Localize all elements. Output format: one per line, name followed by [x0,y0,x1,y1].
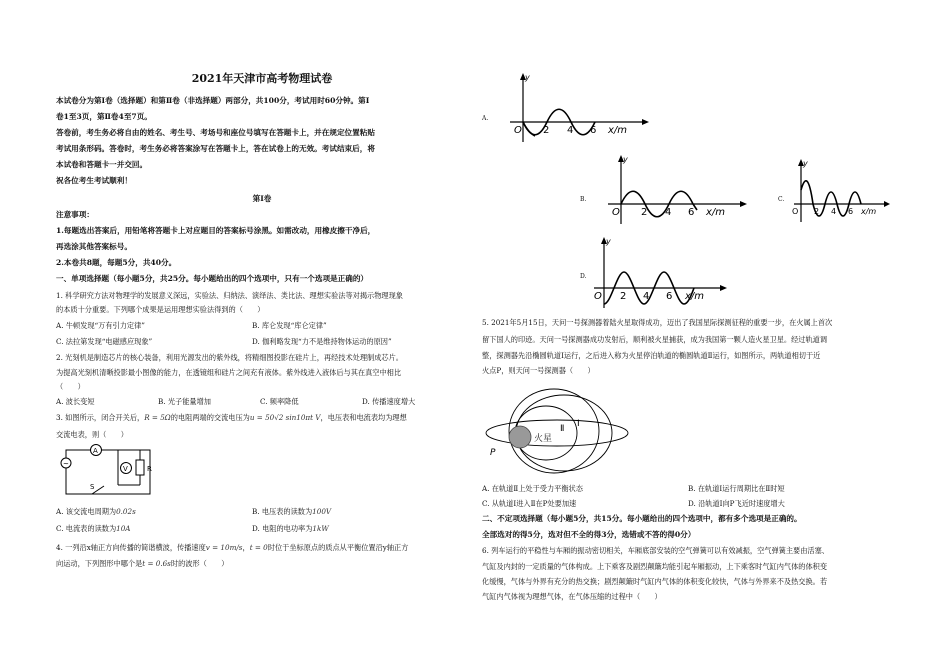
graph-b-label: B. [580,196,587,203]
section-heading: 第Ⅰ卷 [252,194,272,203]
q1-option-a: A. 牛顿发现“万有引力定律” [56,321,145,330]
graph-c-origin: O [792,207,799,216]
ac-source-label: ~ [63,460,69,468]
q4-stem-2-part-b: 时的波形（ ） [170,559,229,568]
graph-c-tick-2: 2 [814,207,820,216]
ammeter-label: A [93,447,98,455]
graph-b-y-label: y [623,155,628,164]
q3-option-b-formula: 100V [312,507,332,516]
graph-b-tick-6: 6 [688,207,695,218]
graph-b-x-label: x/m [706,207,726,218]
part1-heading: 一、单项选择题（每小题5分，共25分。每小题给出的四个选项中，只有一个选项是正确的） [56,274,369,283]
notice-line-1: 1.每题选出答案后，用铅笔将答题卡上对应题目的答案标号涂黑。如需改动，用橡皮擦干净后， [56,226,376,235]
graph-d-label: D. [580,273,587,280]
graph-d-x-arrow [720,285,727,291]
q3-option-a-formula: 0.02s [116,507,136,516]
q5-option-a: A. 在轨道Ⅱ上处于受力平衡状态 [482,484,583,493]
q3-option-d [252,524,329,534]
q5-option-b: B. 在轨道Ⅰ运行周期比在Ⅱ时短 [688,484,785,493]
graph-d-tick-2: 2 [620,291,627,302]
wave-graph-c [784,158,892,228]
q3-stem-part-b: 的电阻两端的交流电压为 [170,413,250,422]
q4-formula-speed: v = 10m/s [205,543,243,552]
q2-stem-3: （ ） [56,382,85,391]
graph-c-x-arrow [884,201,890,207]
resistor-symbol [136,460,144,475]
q2-stem-2: 为提高光刻机清晰投影最小图像的能力，在透镜组和硅片之间充有液体。紫外线进入液体后与其在真空中相比 [56,368,402,377]
q3-option-a [56,507,136,517]
graph-a-x-label: x/m [608,125,628,136]
graph-c-label: C. [778,196,785,203]
q1-stem-2: 的本质十分重要。下列哪个成果是运用理想实验法得到的（ ） [56,305,265,314]
q3-circuit-diagram [60,443,156,503]
switch-label: S [90,483,95,491]
graph-b-tick-2: 2 [641,207,648,218]
q5-stem-2: 留下国人的印迹。天问一号探测器成功发射后，顺利被火星捕获，成为我国第一颗人造火星卫星。经过轨道调 [482,335,828,344]
resistor-label: R [147,465,152,473]
q1-option-c: C. 法拉第发现“电磁感应现象” [56,337,153,346]
graph-d-y-label: y [606,237,611,246]
graph-d-x-label: x/m [685,291,705,302]
orbit-ii-label: Ⅱ [560,424,565,434]
orbit-i-label: Ⅰ [577,419,580,429]
graph-b-origin: O [612,207,620,218]
q3-option-c-text: C. 电流表的读数为 [56,524,117,533]
q1-stem-1: 1. 科学研究方法对物理学的发展意义深远，实验法、归纳法、演绎法、类比法、理想实验法等对揭示物理现象 [56,291,403,300]
q3-option-d-formula: 1kW [312,524,329,533]
q2-option-c: C. 频率降低 [260,397,299,406]
q3-option-b-text: B. 电压表的读数为 [252,507,313,516]
intro-line-4: 考试用条形码。答卷时，考生务必将答案涂写在答题卡上，答在试卷上的无效。考试结束后，将 [56,144,375,153]
notice-line-2: 再选涂其他答案标号。 [56,242,132,251]
q2-option-b: B. 光子能量增加 [158,397,211,406]
wave-graph-d [584,236,744,312]
intro-line-2: 卷1至3页，第Ⅱ卷4至7页。 [56,112,152,121]
wave-graph-b [594,154,754,232]
q5-orbit-diagram [482,383,632,475]
q2-stem-1: 2. 光刻机是制造芯片的核心装备，利用光源发出的紫外线，将精细图投影在硅片上，再经技术处理制成芯片。 [56,353,403,362]
q5-option-d: D. 沿轨道Ⅰ向P飞近时速度增大 [688,499,785,508]
q2-option-d: D. 传播速度增大 [362,397,416,406]
graph-b-x-arrow [740,201,747,207]
q3-option-a-text: A. 该交流电周期为 [56,507,117,516]
voltmeter-label: V [123,465,128,473]
graph-d-tick-6: 6 [666,291,673,302]
q3-option-d-text: D. 电阻的电功率为 [252,524,313,533]
q5-stem-3: 整，探测器先沿椭圆轨道Ⅰ运行，之后进入称为火星停泊轨道的椭圆轨道Ⅱ运行，如图所示，两轨道相切于近 [482,351,821,360]
q4-stem-1 [56,543,408,553]
intro-line-3: 答卷前，考生务必将自由的姓名、考生号、考场号和座位号填写在答题卡上，并在规定位置粘贴 [56,128,375,137]
notice-line-3: 2.本卷共8题，每题5分，共40分。 [56,258,177,267]
point-p-label: P [490,448,496,458]
q6-stem-2: 气缸及内封的一定质量的气体构成。上下乘客及剧烈颠簸均能引起车厢振动，上下乘客时气缸内气体的体积变 [482,562,828,571]
graph-c-y-label: y [803,159,808,168]
q5-option-c: C. 从轨道Ⅰ进入Ⅱ在P处要加速 [482,499,577,508]
orbit-equatorial-ring [486,420,628,446]
q3-stem-2: 交流电表，则（ ） [56,430,128,439]
q3-stem-part-c: ，电压表和电流表均为理想 [320,413,407,422]
q4-stem-2-part-a: 向运动，下列图形中哪个是 [56,559,143,568]
graph-d-tick-4: 4 [643,291,650,302]
q3-formula-resistance: R = 5Ω [144,413,171,422]
part2-heading-2: 全部选对的得5分，选对但不全的得3分，选错或不答的得0分） [482,530,696,539]
graph-c-x-label: x/m [861,207,877,216]
intro-line-5: 本试卷和答题卡一并交回。 [56,160,148,169]
q3-option-b [252,507,331,517]
graph-a-y-label: y [525,73,530,82]
q3-option-c-formula: 10A [116,524,131,533]
part2-heading-1: 二、不定项选择题（每小题5分，共15分。每小题给出的四个选项中，都有多个选项是正确的。 [482,514,802,523]
wave-graph-a [496,72,656,150]
q3-formula-voltage: u = 50√2 sin10πt V [249,413,321,422]
q4-formula-time: t = 0.6s [142,559,171,568]
graph-d-origin: O [594,291,602,302]
q6-stem-4: 气缸内气体视为理想气体，在气体压缩的过程中（ ） [482,592,662,601]
q4-stem-1-part-b: ， [242,543,250,552]
graph-b-tick-4: 4 [665,207,672,218]
q5-stem-4: 火点P，则天问一号探测器（ ） [482,366,595,375]
q2-option-a: A. 波长变短 [56,397,95,406]
q3-stem-part-a: 3. 如图所示，闭合开关后， [56,413,145,422]
notice-title: 注意事项： [56,210,94,219]
mars-planet [509,426,531,448]
q6-stem-3: 化缓慢，气体与外界有充分的热交换；剧烈颠簸时气缸内气体的体积变化较快，气体与外界来不及热交换。若 [482,577,828,586]
q3-stem-1 [56,413,407,423]
q4-stem-1-part-c: 时位于坐标原点的质点从平衡位置沿y轴正方 [267,543,409,552]
graph-a-origin: O [514,125,522,136]
mars-label: 火星 [534,434,553,444]
graph-a-tick-6: 6 [590,125,597,136]
graph-a-label: A. [482,115,489,122]
graph-a-tick-2: 2 [543,125,550,136]
intro-line-6: 祝各位考生考试顺利！ [56,176,132,185]
q4-stem-2 [56,559,228,569]
q4-formula-t0: t = 0 [249,543,268,552]
graph-c-tick-4: 4 [831,207,837,216]
q5-stem-1: 5. 2021年5月15日，天问一号探测器着陆火星取得成功，迈出了我国星际探测征程的重要一步，在火属上首次 [482,318,833,327]
q4-stem-1-part-a: 4. 一列沿x轴正方向传播的简谐横波，传播速度 [56,543,206,552]
q1-option-b: B. 库仑发现“库仑定律” [252,321,327,330]
q3-option-c [56,524,130,534]
graph-c-tick-6: 6 [848,207,854,216]
intro-line-1: 本试卷分为第Ⅰ卷（选择题）和第Ⅱ卷（非选择题）两部分，共100分，考试用时60分钟。第Ⅰ [56,96,370,105]
q6-stem-1: 6. 列车运行的平稳性与车厢的振动密切相关，车厢底部安装的空气弹簧可以有效减振，空气弹簧主要由活塞、 [482,546,829,555]
graph-a-tick-4: 4 [567,125,574,136]
page-title: 2021年天津市高考物理试卷 [191,72,333,85]
q1-option-d: D. 伽利略发现“力不是维持物体运动的原因” [252,337,392,346]
graph-a-x-arrow [642,119,649,125]
